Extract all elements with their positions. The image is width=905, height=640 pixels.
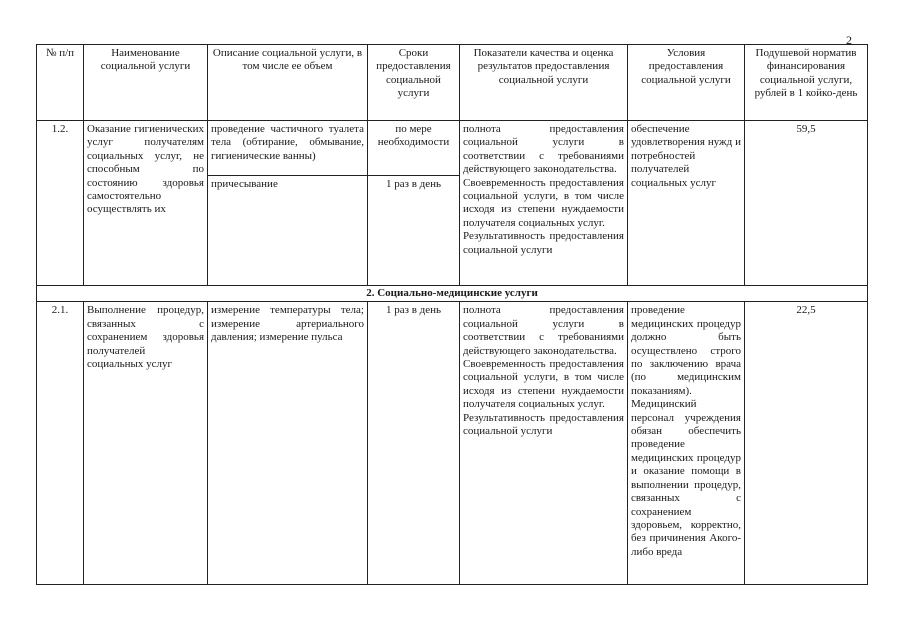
row1-quality-3: Результативность предоставления социальной услуги xyxy=(463,230,624,256)
header-row xyxy=(37,45,868,121)
row2-conditions: проведение медицинских процедур должно быть осуществлено строго по заключению врача (по медицинским показаниям). Медицинский персонал учреждения обязан обеспечить проведение медицинских процедур и оказание помощи в выполнении процедур, связанных с сохранением здоровьем, корректно, без причинения Акого-либо вреда xyxy=(628,302,745,585)
row1-term-a: по мере необходимости xyxy=(368,121,460,176)
row2-norm: 22,5 xyxy=(745,302,868,585)
services-table xyxy=(36,44,868,585)
page-number: 2 xyxy=(846,33,852,47)
row1-desc-a: проведение частичного туалета тела (обтирание, обмывание, гигиенические ванны) xyxy=(208,121,368,176)
header-terms: Сроки предоставления социальной услуги xyxy=(368,45,460,121)
row2-quality-3: Результативность предоставления социальной услуги xyxy=(463,411,624,438)
row1-quality-1: полнота предоставления социальной услуги в соответствии с требованиями действующего законодательства. xyxy=(463,123,624,176)
row1-quality-2: Своевременность предоставления социальной услуги, в том числе исходя из степени нуждаемости получателя социальных услуг. xyxy=(463,176,624,229)
row1-num: 1.2. xyxy=(37,121,84,286)
row2-quality-2: Своевременность предоставления социальной услуги, в том числе исходя из степени нуждаемости получателя социальных услуг. xyxy=(463,358,624,411)
section-row xyxy=(37,286,868,302)
header-conditions: Условия предоставления социальной услуги xyxy=(628,45,745,121)
header-description: Описание социальной услуги, в том числе ее объем xyxy=(208,45,368,121)
row2-quality-1: полнота предоставления социальной услуги в соответствии с требованиями действующего законодательства. xyxy=(463,304,624,357)
row2-desc: измерение температуры тела; измерение артериального давления; измерение пульса xyxy=(208,302,368,585)
row1-norm: 59,5 xyxy=(745,121,868,286)
row2-name: Выполнение процедур, связанных с сохранением здоровья получателей социальных услуг xyxy=(84,302,208,585)
header-name: Наименование социальной услуги xyxy=(84,45,208,121)
row2-num: 2.1. xyxy=(37,302,84,585)
row2-quality xyxy=(460,302,628,585)
section-title: 2. Социально-медицинские услуги xyxy=(37,286,868,302)
row1-conditions: обеспечение удовлетворения нужд и потребностей получателей социальных услуг xyxy=(628,121,745,286)
row1-name: Оказание гигиенических услуг получателям социальных услуг, не способным по состоянию здоровья самостоятельно осуществлять их xyxy=(84,121,208,286)
row2-term: 1 раз в день xyxy=(368,302,460,585)
table-row xyxy=(37,121,868,176)
row1-desc-b: причесывание xyxy=(208,176,368,286)
table-row xyxy=(37,302,868,585)
header-num: № п/п xyxy=(37,45,84,121)
header-norm: Подушевой норматив финансирования социальной услуги, рублей в 1 койко-день xyxy=(745,45,868,121)
row1-term-b: 1 раз в день xyxy=(368,176,460,286)
header-quality: Показатели качества и оценка результатов предоставления социальной услуги xyxy=(460,45,628,121)
row1-quality xyxy=(460,121,628,286)
